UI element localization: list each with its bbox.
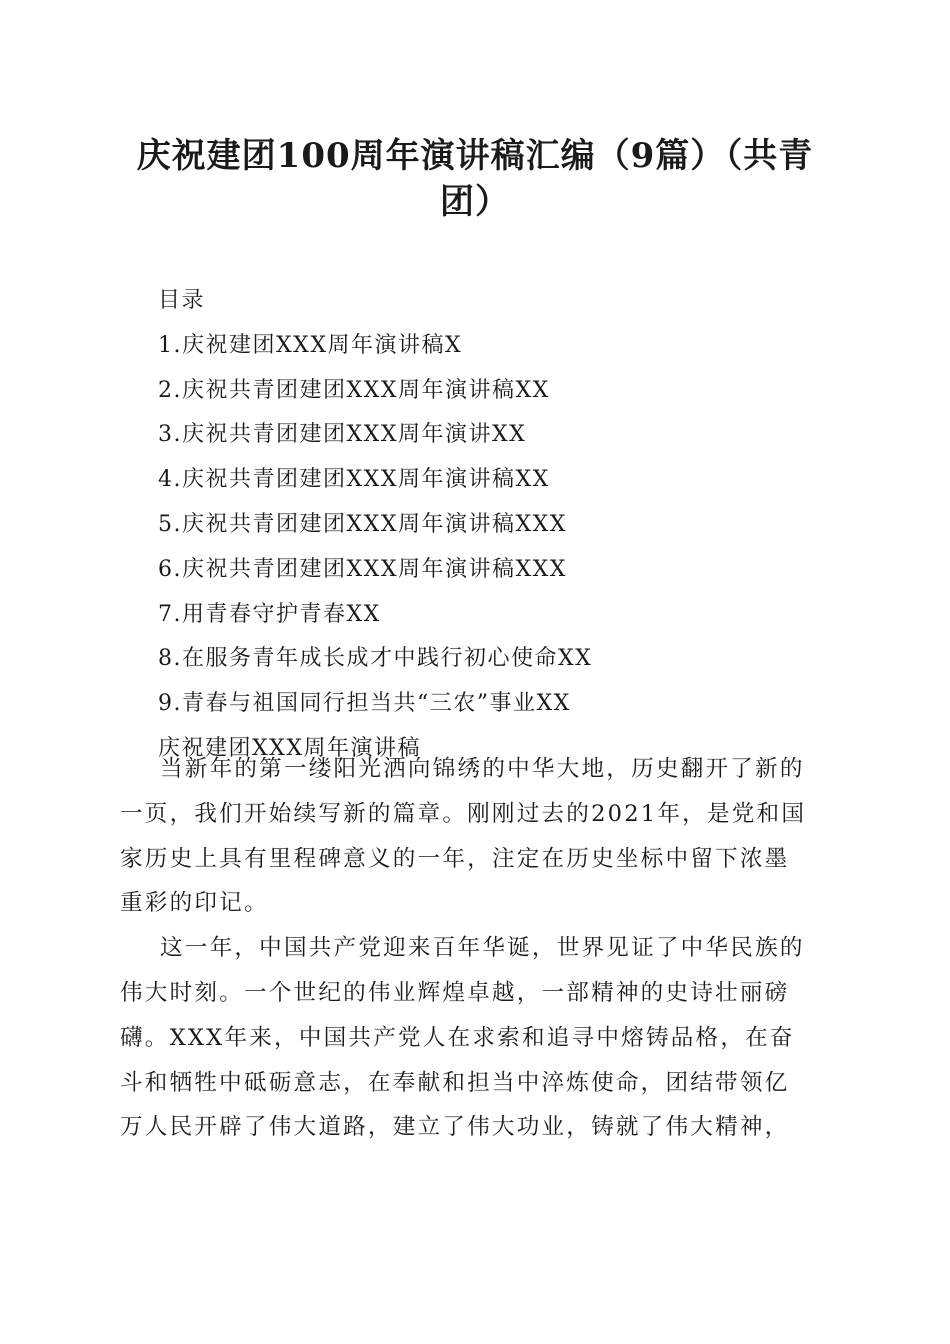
paragraph-line: 这一年，中国共产党迎来百年华诞，世界见证了中华民族的	[160, 935, 805, 962]
toc-item: 2.庆祝共青团建团XXX周年演讲稿XX	[158, 377, 550, 403]
paragraph-line: 家历史上具有里程碑意义的一年，注定在历史坐标中留下浓墨	[120, 845, 790, 872]
title-line-2: 团）	[440, 182, 510, 222]
section-title: 庆祝建团XXX周年演讲稿	[158, 735, 421, 761]
paragraph-line: 万人民开辟了伟大道路，建立了伟大功业，铸就了伟大精神，	[120, 1114, 790, 1141]
toc-item: 9.青春与祖国同行担当共“三农”事业XX	[158, 691, 571, 717]
body-text	[120, 747, 830, 1150]
toc-item: 4.庆祝共青团建团XXX周年演讲稿XX	[158, 467, 550, 493]
toc-item: 8.在服务青年成长成才中践行初心使命XX	[158, 646, 593, 672]
toc-item: 3.庆祝共青团建团XXX周年演讲XX	[158, 422, 527, 448]
paragraph-line: 重彩的印记。	[120, 890, 269, 917]
toc-item: 5.庆祝共青团建团XXX周年演讲稿XXX	[158, 511, 567, 537]
paragraph-1	[120, 747, 830, 926]
paragraph-line: 伟大时刻。一个世纪的伟业辉煌卓越，一部精神的史诗壮丽磅	[120, 979, 790, 1006]
toc-item: 7.用青春守护青春XX	[158, 601, 381, 627]
paragraph-line: 礴。XXX年来，中国共产党人在求索和追寻中熔铸品格，在奋	[120, 1024, 795, 1051]
toc-item: 1.庆祝建团XXX周年演讲稿X	[158, 332, 463, 358]
toc-item: 6.庆祝共青团建团XXX周年演讲稿XXX	[158, 556, 567, 582]
paragraph-2	[120, 926, 830, 1150]
paragraph-line: 斗和牺牲中砥砺意志，在奉献和担当中淬炼使命，团结带领亿	[120, 1069, 790, 1096]
table-of-contents	[158, 279, 858, 772]
toc-heading: 目录	[158, 288, 206, 313]
title-line-1: 庆祝建团100周年演讲稿汇编（9篇）（共青	[136, 136, 814, 176]
paragraph-line: 一页，我们开始续写新的篇章。刚刚过去的2021年，是党和国	[120, 800, 807, 827]
paragraph-line: 当新年的第一缕阳光洒向锦绣的中华大地，历史翻开了新的	[160, 756, 805, 782]
document-title	[100, 133, 850, 225]
